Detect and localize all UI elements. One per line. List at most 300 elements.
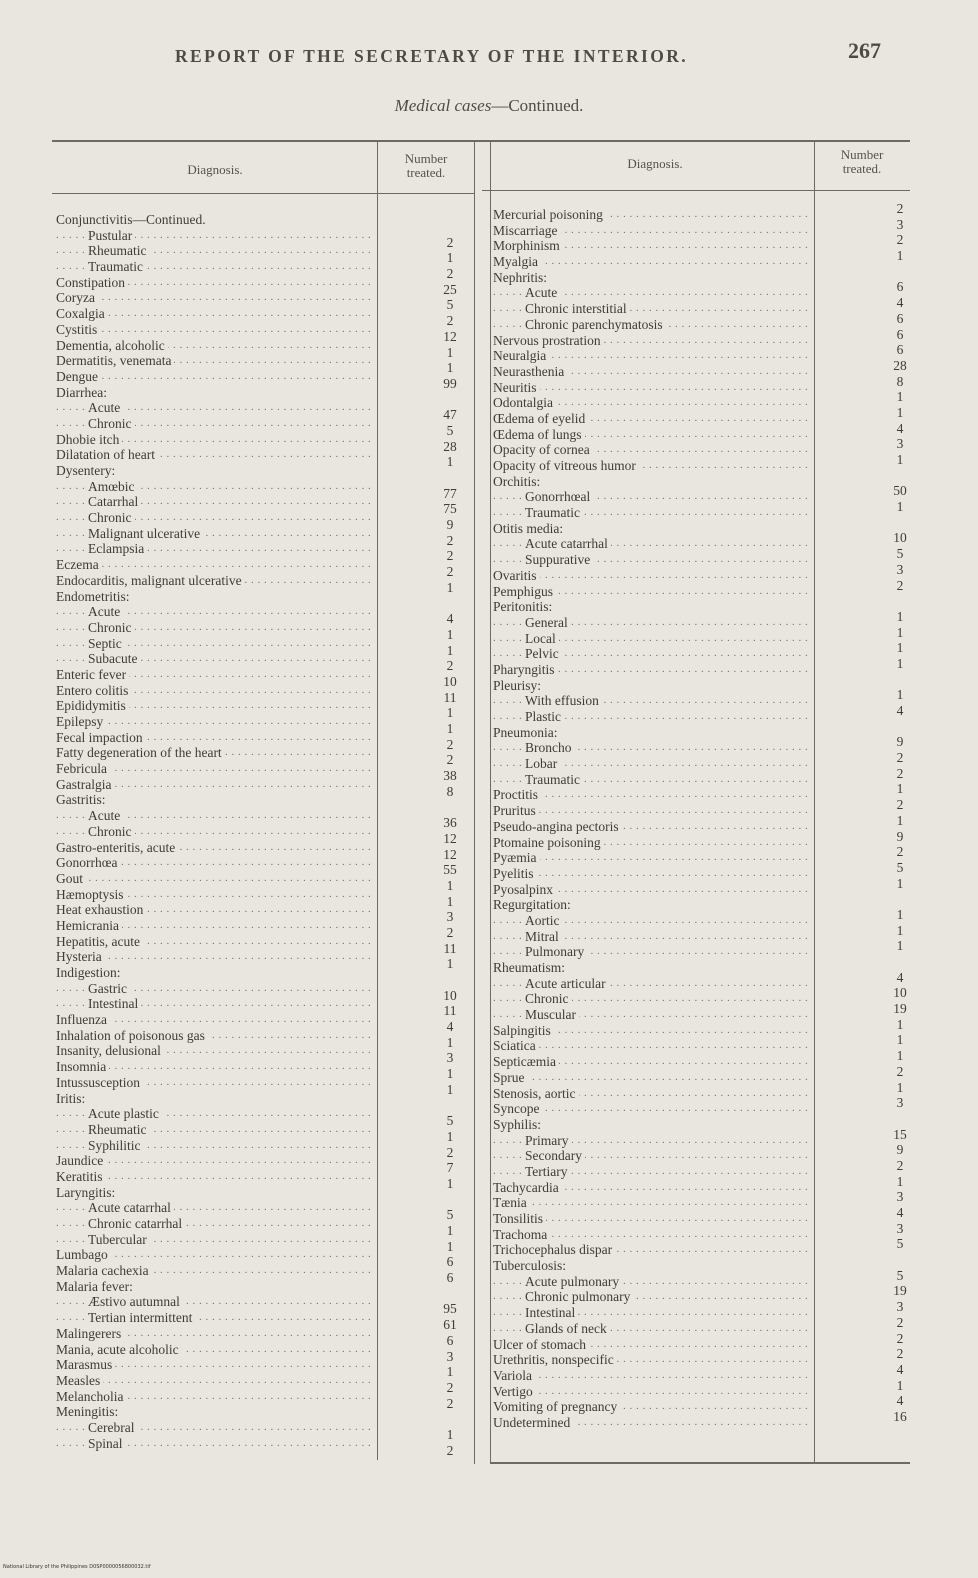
left-number-treated: 1 (446, 360, 454, 376)
left-number-treated (430, 799, 470, 815)
left-diagnosis-label: Intestinal (88, 996, 141, 1011)
right-row (493, 882, 811, 898)
left-diagnosis-label: Laryngitis: (56, 1185, 118, 1200)
right-row (493, 1211, 811, 1227)
caption-italic: Medical cases (394, 96, 492, 115)
left-diagnosis-label: Traumatic (88, 259, 146, 274)
right-number-treated: 2 (896, 1330, 904, 1346)
left-row (56, 1028, 374, 1044)
right-diagnosis-label: Proctitis (493, 787, 541, 802)
left-row (56, 1185, 374, 1201)
right-diagnosis-label: Glands of neck (525, 1321, 610, 1336)
right-number-treated: 3 (896, 561, 904, 577)
right-row (493, 866, 811, 882)
left-row (56, 243, 374, 259)
right-diagnosis-label: Mitral (525, 929, 562, 944)
right-diagnosis-label: Pleurisy: (493, 678, 544, 693)
left-number-treated: 11 (443, 1003, 457, 1019)
right-row (493, 1054, 811, 1070)
left-row (56, 996, 374, 1012)
right-row (493, 474, 811, 490)
right-number-treated: 1 (896, 812, 904, 828)
right-diagnosis-label: With effusion (525, 693, 602, 708)
left-diagnosis-label: Indigestion: (56, 965, 124, 980)
left-number-treated: 2 (446, 234, 454, 250)
right-number-treated: 9 (896, 734, 904, 750)
left-diagnosis-label: Coxalgia (56, 306, 108, 321)
right-number-treated: 2 (896, 750, 904, 766)
right-diagnosis-label: Neurasthenia (493, 364, 567, 379)
right-number-treated: 2 (896, 232, 904, 248)
right-number-treated (880, 954, 920, 970)
left-diagnosis-header: Diagnosis. (187, 162, 243, 177)
right-diagnosis-label: Neuralgia (493, 348, 549, 363)
left-row (56, 400, 374, 416)
right-number-treated: 1 (896, 906, 904, 922)
running-head: REPORT OF THE SECRETARY OF THE INTERIOR. (175, 46, 689, 66)
right-number-header-line2: treated. (842, 161, 882, 176)
left-diagnosis-label: Amœbic (88, 479, 138, 494)
right-diagnosis-label: Stenosis, aortic (493, 1086, 579, 1101)
left-number-treated: 2 (446, 1144, 454, 1160)
left-diagnosis-label: Endometritis: (56, 589, 133, 604)
left-number-treated: 36 (443, 815, 457, 831)
right-diagnosis-label: Urethritis, nonspecific (493, 1352, 617, 1367)
left-number-treated: 1 (446, 721, 454, 736)
right-row (493, 599, 811, 615)
right-row (493, 803, 811, 819)
left-number-treated: 25 (443, 281, 457, 297)
right-diagnosis-label: Local (525, 631, 559, 646)
left-number-treated: 8 (446, 783, 454, 799)
left-diagnosis-label: Gastro-enteritis, acute (56, 840, 178, 855)
right-diagnosis-label: Traumatic (525, 505, 583, 520)
right-row (493, 505, 811, 521)
left-number-treated: 12 (443, 846, 457, 862)
left-number-treated: 1 (446, 893, 454, 909)
left-number-treated: 2 (446, 1395, 454, 1411)
left-diagnosis-label: Intussusception (56, 1075, 143, 1090)
left-row (56, 479, 374, 495)
right-row (493, 584, 811, 600)
left-diagnosis-label: Coryza (56, 290, 98, 305)
left-row (56, 510, 374, 526)
left-diagnosis-label: Cystitis (56, 322, 100, 337)
right-diagnosis-label: Miscarriage (493, 223, 560, 238)
right-number-treated: 1 (896, 781, 904, 797)
table-caption (0, 96, 978, 116)
left-row (56, 275, 374, 291)
right-number-treated: 4 (896, 969, 904, 985)
right-diagnosis-label: Plastic (525, 709, 564, 724)
right-number-treated: 3 (896, 1220, 904, 1236)
right-number-treated: 1 (896, 922, 904, 938)
right-diagnosis-label: Ovaritis (493, 568, 540, 583)
left-number-treated (430, 1098, 470, 1114)
left-diagnosis-label: Lumbago (56, 1247, 111, 1262)
right-number-treated: 6 (896, 342, 904, 358)
right-row (493, 1180, 811, 1196)
left-row (56, 573, 374, 589)
left-row (56, 949, 374, 965)
left-number-treated: 1 (446, 1081, 454, 1097)
left-number-treated: 2 (446, 924, 454, 940)
left-number-list (430, 219, 470, 1458)
left-diagnosis-list (56, 212, 374, 1451)
right-row (493, 1023, 811, 1039)
left-diagnosis-label: Gastritis: (56, 792, 109, 807)
right-number-treated: 9 (896, 1142, 904, 1158)
left-row (56, 1200, 374, 1216)
right-diagnosis-label: Sciatica (493, 1038, 539, 1053)
left-number-treated: 7 (446, 1160, 454, 1176)
left-row (56, 306, 374, 322)
left-row (56, 683, 374, 699)
right-diagnosis-label: Myalgia (493, 254, 541, 269)
right-row (493, 662, 811, 678)
left-row (56, 1310, 374, 1326)
right-number-treated: 9 (896, 828, 904, 844)
right-diagnosis-label: Ptomaine poisoning (493, 835, 604, 850)
right-diagnosis-label: Pseudo-angina pectoris (493, 819, 622, 834)
right-number-treated: 19 (893, 1001, 907, 1017)
left-number-treated: 2 (446, 532, 454, 548)
right-number-treated: 10 (893, 530, 907, 546)
left-row (56, 1373, 374, 1389)
right-diagnosis-label: Tertiary (525, 1164, 571, 1179)
left-row (56, 808, 374, 824)
right-row (493, 1258, 811, 1274)
left-row (56, 290, 374, 306)
left-number-treated: 5 (446, 1207, 454, 1223)
right-diagnosis-label: Orchitis: (493, 474, 543, 489)
right-number-treated: 1 (896, 404, 904, 420)
left-diagnosis-label: Gonorrhœa (56, 855, 120, 870)
left-diagnosis-label: Septic (88, 636, 125, 651)
left-diagnosis-label: Subacute (88, 651, 141, 666)
left-diagnosis-label: Marasmus (56, 1357, 115, 1372)
right-row (493, 270, 811, 286)
left-diagnosis-label: Acute catarrhal (88, 1200, 174, 1215)
right-row (493, 1415, 811, 1431)
right-row (493, 380, 811, 396)
left-diagnosis-label: Syphilitic (88, 1138, 144, 1153)
left-number-treated (430, 1192, 470, 1208)
left-diagnosis-label: Insomnia (56, 1059, 109, 1074)
left-number-header-line2: treated. (406, 165, 446, 180)
left-row (56, 322, 374, 338)
right-row (493, 348, 811, 364)
left-row (56, 557, 374, 573)
right-row (493, 913, 811, 929)
right-row (493, 615, 811, 631)
right-diagnosis-label: Pruritus (493, 803, 539, 818)
left-row (56, 918, 374, 934)
right-diagnosis-label: Vertigo (493, 1384, 536, 1399)
left-diagnosis-label: Heat exhaustion (56, 902, 146, 917)
left-diagnosis-label: Conjunctivitis—Continued. (56, 212, 209, 227)
left-row (56, 651, 374, 667)
right-number-treated: 1 (896, 499, 904, 515)
left-number-treated: 5 (446, 422, 454, 438)
right-number-treated: 1 (896, 640, 904, 656)
right-number-treated: 1 (896, 1079, 904, 1095)
left-diagnosis-label: Acute (88, 400, 123, 415)
left-number-treated: 2 (446, 658, 454, 674)
right-number-treated (880, 593, 920, 609)
left-number-treated: 75 (443, 501, 457, 517)
right-diagnosis-label: Secondary (525, 1148, 585, 1163)
left-row (56, 777, 374, 793)
right-diagnosis-list (493, 207, 811, 1431)
right-number-treated: 1 (896, 1377, 904, 1393)
left-diagnosis-label: Enteric fever (56, 667, 129, 682)
right-row (493, 207, 811, 223)
left-number-treated: 55 (443, 862, 457, 878)
right-row (493, 1352, 811, 1368)
right-diagnosis-label: Syphilis: (493, 1117, 544, 1132)
right-row (493, 223, 811, 239)
table-top-rule (52, 140, 910, 142)
right-row (493, 709, 811, 725)
right-row (493, 1101, 811, 1117)
left-row (56, 667, 374, 683)
right-number-treated (880, 264, 920, 280)
right-number-treated: 50 (893, 483, 907, 499)
left-number-treated: 1 (446, 344, 454, 360)
left-diagnosis-label: Epididymitis (56, 698, 129, 713)
left-row (56, 1232, 374, 1248)
left-row (56, 1138, 374, 1154)
left-number-treated: 12 (443, 830, 457, 846)
right-number-treated: 4 (896, 1393, 904, 1409)
right-number-treated: 16 (893, 1408, 907, 1424)
left-number-treated: 1 (446, 1426, 454, 1442)
left-number-treated (430, 470, 470, 486)
left-row (56, 416, 374, 432)
left-row (56, 1122, 374, 1138)
right-diagnosis-label: Œdema of lungs (493, 427, 585, 442)
header-bottom-rule-right (482, 190, 910, 191)
right-diagnosis-label: Tænia (493, 1195, 530, 1210)
left-row (56, 353, 374, 369)
left-row (56, 871, 374, 887)
left-diagnosis-label: Chronic catarrhal (88, 1216, 185, 1231)
left-diagnosis-label: Dengue (56, 369, 101, 384)
left-diagnosis-label: Insanity, delusional (56, 1043, 164, 1058)
left-number-treated (430, 596, 470, 612)
left-number-treated: 1 (446, 642, 454, 658)
left-number-treated: 9 (446, 517, 454, 533)
left-row (56, 761, 374, 777)
left-diagnosis-label: Eczema (56, 557, 102, 572)
right-number-treated: 1 (896, 1173, 904, 1189)
left-diagnosis-label: Chronic (88, 620, 135, 635)
left-row (56, 1294, 374, 1310)
right-diagnosis-label: Chronic interstitial (525, 301, 630, 316)
right-row (493, 725, 811, 741)
left-number-treated: 28 (443, 438, 457, 454)
left-row (56, 965, 374, 981)
left-number-treated (430, 1411, 470, 1427)
left-diagnosis-label: Hepatitis, acute (56, 934, 143, 949)
table-bottom-rule (490, 1462, 910, 1464)
right-row (493, 787, 811, 803)
right-diagnosis-label: Chronic parenchymatosis (525, 317, 666, 332)
left-number-treated: 1 (446, 705, 454, 721)
left-row (56, 463, 374, 479)
right-number-treated: 4 (896, 1361, 904, 1377)
left-diagnosis-label: Malingerers (56, 1326, 124, 1341)
left-number-treated: 1 (446, 1238, 454, 1254)
right-row (493, 850, 811, 866)
left-number-treated: 3 (446, 1050, 454, 1066)
right-diagnosis-label: Regurgitation: (493, 897, 574, 912)
right-diagnosis-label: Pyæmia (493, 850, 540, 865)
right-number-treated: 28 (893, 357, 907, 373)
left-row (56, 604, 374, 620)
left-row (56, 887, 374, 903)
right-row (493, 1086, 811, 1102)
left-number-treated: 2 (446, 1442, 454, 1458)
left-diagnosis-label: Acute plastic (88, 1106, 162, 1121)
right-diagnosis-label: Rheumatism: (493, 960, 568, 975)
right-diagnosis-label: Acute pulmonary (525, 1274, 622, 1289)
left-diagnosis-label: Malaria fever: (56, 1279, 136, 1294)
left-diagnosis-label: Tubercular (88, 1232, 150, 1247)
right-number-treated: 4 (896, 1205, 904, 1220)
left-row (56, 589, 374, 605)
right-diagnosis-label: Broncho (525, 740, 575, 755)
left-diagnosis-label: Spinal (88, 1436, 126, 1451)
right-number-treated: 2 (896, 1314, 904, 1330)
right-number-list (880, 201, 920, 1425)
right-number-treated: 3 (896, 436, 904, 452)
left-number-treated: 1 (446, 1128, 454, 1144)
right-row (493, 631, 811, 647)
left-diagnosis-label: Hysteria (56, 949, 105, 964)
left-diagnosis-label: Dilatation of heart (56, 447, 158, 462)
right-diagnosis-label: Chronic (525, 991, 572, 1006)
right-row (493, 552, 811, 568)
right-diagnosis-label: Salpingitis (493, 1023, 554, 1038)
right-number-treated: 5 (896, 859, 904, 875)
left-row (56, 1389, 374, 1405)
left-row (56, 1326, 374, 1342)
left-diagnosis-label: Pustular (88, 228, 135, 243)
right-number-treated (880, 468, 920, 484)
right-row (493, 678, 811, 694)
right-diagnosis-header: Diagnosis. (627, 156, 683, 171)
left-row (56, 934, 374, 950)
right-number-treated: 1 (896, 875, 904, 891)
left-diagnosis-label: Keratitis (56, 1169, 106, 1184)
left-diagnosis-label: Cerebral (88, 1420, 137, 1435)
right-row (493, 1148, 811, 1164)
right-row (493, 285, 811, 301)
right-diagnosis-label: Opacity of cornea (493, 442, 593, 457)
left-number-header-line1: Number (404, 151, 448, 166)
left-number-treated: 1 (446, 956, 454, 972)
right-number-treated (880, 1111, 920, 1127)
right-row (493, 740, 811, 756)
left-number-treated: 1 (446, 1175, 454, 1191)
left-diagnosis-label: Meningitis: (56, 1404, 121, 1419)
left-row (56, 1279, 374, 1295)
left-row (56, 1404, 374, 1420)
right-number-treated: 1 (896, 389, 904, 405)
left-number-treated: 2 (446, 736, 454, 752)
right-number-treated: 1 (896, 655, 904, 671)
header-bottom-rule-left (52, 193, 474, 194)
right-diagnosis-label: Sprue (493, 1070, 528, 1085)
right-diagnosis-label: Mercurial poisoning (493, 207, 606, 222)
right-row (493, 929, 811, 945)
left-number-treated (430, 972, 470, 988)
left-number-treated: 61 (443, 1317, 457, 1333)
right-number-treated: 4 (896, 703, 904, 718)
right-row (493, 1399, 811, 1415)
left-row (56, 1342, 374, 1358)
left-row (56, 338, 374, 354)
right-diagnosis-label: Muscular (525, 1007, 579, 1022)
left-diagnosis-label: Constipation (56, 275, 128, 290)
left-number-treated: 1 (446, 1034, 454, 1050)
right-diagnosis-label: Neuritis (493, 380, 540, 395)
left-row (56, 1059, 374, 1075)
left-row (56, 1420, 374, 1436)
left-row (56, 1436, 374, 1452)
right-number-treated: 3 (896, 1299, 904, 1315)
left-number-treated: 12 (443, 328, 457, 344)
left-diagnosis-label: Dementia, alcoholic (56, 338, 168, 353)
left-diagnosis-label: Æstivo autumnal (88, 1294, 183, 1309)
left-row (56, 1263, 374, 1279)
left-number-treated: 1 (446, 626, 454, 642)
left-number-treated: 47 (443, 407, 457, 423)
scan-footer: National Library of the Philippines D0SP0000056800032.tif (3, 1564, 151, 1570)
right-row (493, 819, 811, 835)
right-row (493, 1164, 811, 1180)
right-row (493, 521, 811, 537)
right-number-treated (880, 719, 920, 735)
left-diagnosis-label: Inhalation of poisonous gas (56, 1028, 208, 1043)
left-row (56, 792, 374, 808)
right-diagnosis-label: Pyelitis (493, 866, 537, 881)
right-row (493, 991, 811, 1007)
right-row (493, 646, 811, 662)
left-row (56, 1091, 374, 1107)
right-number-treated (880, 672, 920, 688)
left-diagnosis-label: Endocarditis, malignant ulcerative (56, 573, 245, 588)
left-row (56, 824, 374, 840)
left-number-treated (430, 219, 470, 235)
left-diagnosis-label: Jaundice (56, 1153, 106, 1168)
left-number-treated: 95 (443, 1301, 457, 1317)
left-number-treated: 6 (446, 1332, 454, 1348)
right-diagnosis-label: Tachycardia (493, 1180, 562, 1195)
right-diagnosis-label: Acute (525, 285, 560, 300)
right-number-treated (880, 515, 920, 531)
left-row (56, 730, 374, 746)
right-row (493, 333, 811, 349)
left-diagnosis-label: Diarrhea: (56, 385, 110, 400)
right-number-treated: 5 (896, 1236, 904, 1252)
column-divider-left (377, 142, 378, 1460)
right-diagnosis-label: Lobar (525, 756, 560, 771)
right-row (493, 317, 811, 333)
left-row (56, 259, 374, 275)
